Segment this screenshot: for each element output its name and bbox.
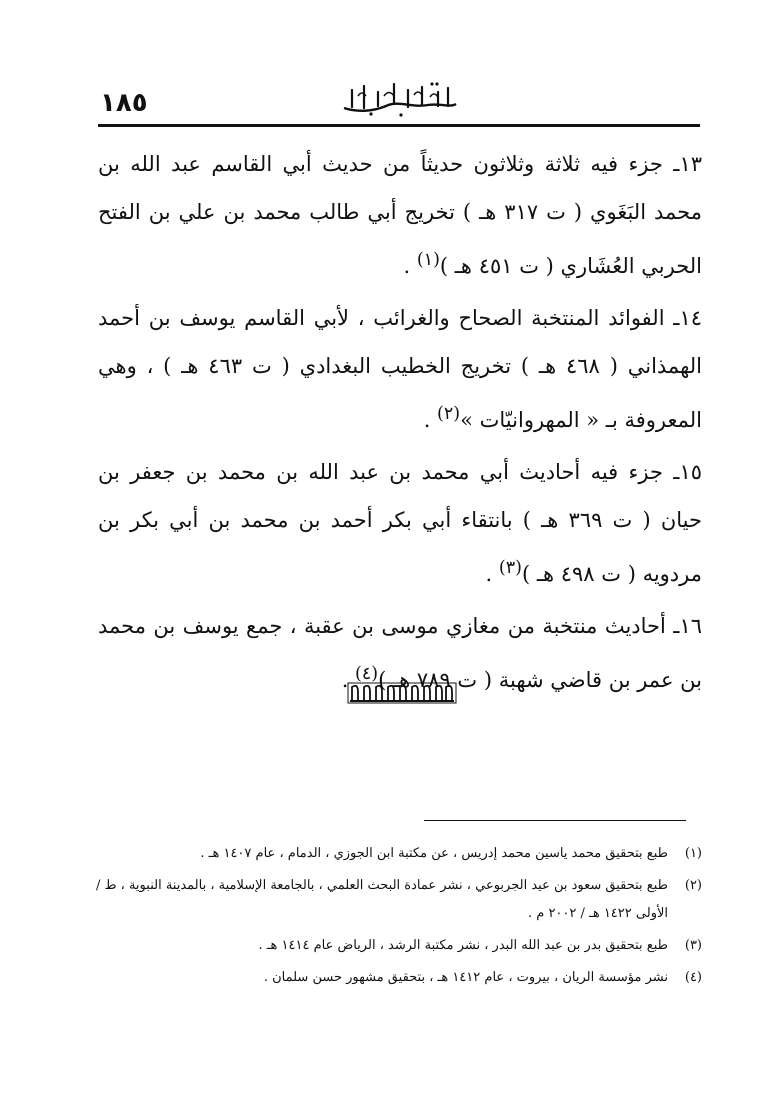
page-number: ١٨٥: [100, 88, 148, 118]
footnote-ref: (٢): [437, 404, 461, 424]
footnotes: [70, 838, 702, 996]
main-text: [98, 140, 702, 704]
header-divider: [98, 124, 700, 127]
footnote-ref: (١): [416, 250, 440, 270]
entry-text: ١٥ـ جزء فيه أحاديث أبي محمد بن عبد الله بن محمد بن جعفر بن حيان ( ت ٣٦٩ هـ ) بانتقاء أبي بكر أحمد بن محمد بن أبي بكر بن مردويه ( ت ٤٩٨ هـ ): [98, 460, 702, 586]
footnote: [70, 964, 702, 992]
footnote: [70, 840, 702, 868]
footnote-ref: (٣): [498, 558, 522, 578]
decorative-divider-icon: [346, 680, 458, 706]
section-title-calligraphy-icon: [338, 78, 460, 118]
section-title-calligraphy: [338, 78, 460, 118]
list-item: [98, 294, 702, 444]
footnote-number: (٢): [684, 878, 702, 893]
footnote: [70, 872, 702, 928]
entry-text: ١٦ـ أحاديث منتخبة من مغازي موسى بن عقبة ، جمع يوسف بن محمد بن عمر بن قاضي شهبة ( ت ٧٨٩ هـ ): [98, 614, 702, 692]
footnote-text: طبع بتحقيق سعود بن عيد الجربوعي ، نشر عمادة البحث العلمي ، بالجامعة الإسلامية ، بالمدينة النبوية ، ط / الأولى ١٤٢٢ هـ / ٢٠٠٢ م .: [95, 878, 668, 921]
list-item: [98, 448, 702, 598]
footnote: [70, 932, 702, 960]
list-item: [98, 140, 702, 290]
footnote-number: (١): [684, 846, 702, 861]
entry-end: .: [341, 668, 356, 692]
entry-end: .: [403, 254, 417, 278]
entry-text: ١٣ـ جزء فيه ثلاثة وثلاثون حديثاً من حديث أبي القاسم عبد الله بن محمد البَغَوي ( ت ٣١٧ هـ ) تخريج أبي طالب محمد بن علي بن الفتح الحربي العُشَاري ( ت ٤٥١ هـ ): [98, 152, 702, 278]
decorative-divider: [346, 680, 458, 706]
footnote-text: طبع بتحقيق محمد ياسين محمد إدريس ، عن مكتبة ابن الجوزي ، الدمام ، عام ١٤٠٧ هـ .: [200, 846, 668, 861]
footnote-number: (٤): [684, 970, 702, 985]
footnote-text: طبع بتحقيق بدر بن عبد الله البدر ، نشر مكتبة الرشد ، الرياض عام ١٤١٤ هـ .: [258, 938, 668, 953]
footnote-number: (٣): [684, 938, 702, 953]
entry-text: ١٤ـ الفوائد المنتخبة الصحاح والغرائب ، لأبي القاسم يوسف بن أحمد الهمذاني ( ٤٦٨ هـ ) تخريج الخطيب البغدادي ( ت ٤٦٣ هـ ) ، وهي المعروفة بـ « المهروانيّات »: [98, 306, 702, 432]
entry-end: .: [485, 562, 499, 586]
footnote-text: نشر مؤسسة الريان ، بيروت ، عام ١٤١٢ هـ ، بتحقيق مشهور حسن سلمان .: [263, 970, 668, 985]
footnote-divider: [424, 820, 686, 821]
footnote-ref: (٤): [355, 664, 379, 684]
entry-end: .: [423, 408, 438, 432]
